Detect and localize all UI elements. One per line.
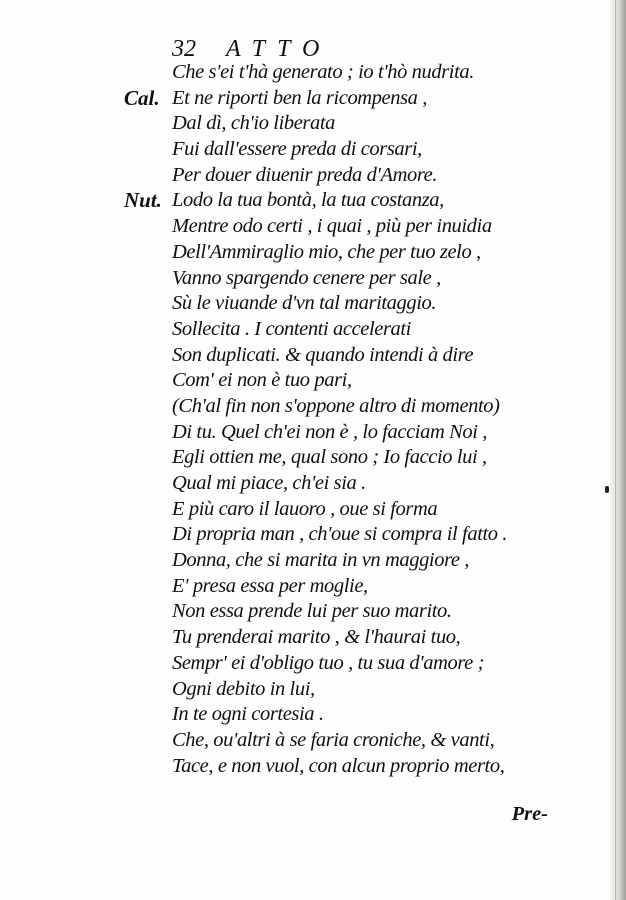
verse-line	[0, 522, 600, 548]
verse-text: Vanno spargendo cenere per sale ,	[172, 266, 441, 289]
verse-line	[0, 574, 600, 600]
speaker-label: Cal.	[124, 85, 160, 110]
verse-text: Tace, e non vuol, con alcun proprio merto,	[172, 754, 505, 777]
verse-line	[0, 240, 600, 266]
verse-line	[0, 343, 600, 369]
verse-line	[0, 137, 600, 163]
verse-line	[0, 420, 600, 446]
verse-text: Dell'Ammiraglio mio, che per tuo zelo ,	[172, 240, 481, 263]
verse-text: E' presa essa per moglie,	[172, 574, 368, 597]
verse-text: (Ch'al fin non s'oppone altro di momento)	[172, 394, 500, 417]
verse-line	[0, 163, 600, 189]
verse-line	[0, 60, 600, 86]
verse-text: Donna, che si marita in vn maggiore ,	[172, 549, 470, 572]
verse-text: Non essa prende lui per suo marito.	[172, 600, 452, 623]
verse-text: Che s'ei t'hà generato ; io t'hò nudrita.	[172, 61, 474, 83]
verse-text: Di tu. Quel ch'ei non è , lo facciam Noi ,	[172, 420, 487, 443]
verse-line	[0, 394, 600, 420]
verse-text: Sempr' ei d'obligo tuo , tu sua d'amore ;	[172, 651, 485, 674]
verse-text: Son duplicati. & quando intendi à dire	[172, 343, 474, 366]
verse-text: Et ne riporti ben la ricompensa ,	[172, 86, 427, 109]
verse-line	[0, 702, 600, 728]
verse-line	[0, 625, 600, 651]
verse-line	[0, 317, 600, 343]
verse-text: Ogni debito in lui,	[172, 677, 315, 700]
verse-line	[0, 445, 600, 471]
verse-line	[0, 677, 600, 703]
verse-text: Lodo la tua bontà, la tua costanza,	[172, 189, 444, 212]
verse-line	[0, 651, 600, 677]
verse-line	[0, 188, 600, 214]
verse-line	[0, 266, 600, 292]
verse-line	[0, 471, 600, 497]
verse-text: Qual mi piace, ch'ei sia .	[172, 472, 366, 494]
verse-line	[0, 86, 600, 112]
verse-text: In te ogni cortesia .	[172, 703, 324, 726]
verse-text: Dal dì, ch'io liberata	[172, 112, 335, 135]
page-binding-edge	[610, 0, 626, 900]
verse-text: Sollecita . I contenti accelerati	[172, 317, 411, 340]
verse-text: Che, ou'altri à se faria croniche, & vanti,	[172, 728, 495, 751]
verse-line	[0, 214, 600, 240]
page-number: 32	[172, 36, 196, 62]
verse-text: Com' ei non è tuo pari,	[172, 369, 352, 392]
running-head: ATTO	[226, 36, 332, 62]
verse-text: Tu prenderai marito , & l'haurai tuo,	[172, 626, 461, 649]
verse-line	[0, 548, 600, 574]
verse-line	[0, 497, 600, 523]
verse-line	[0, 728, 600, 754]
verse-block	[0, 60, 600, 779]
catchword: Pre-	[511, 803, 548, 825]
verse-text: E più caro il lauoro , oue si forma	[172, 497, 438, 520]
verse-text: Mentre odo certi , i quai , più per inuidia	[172, 215, 492, 238]
verse-text: Sù le viuande d'vn tal maritaggio.	[172, 292, 437, 315]
ink-blot	[605, 486, 609, 493]
verse-line	[0, 291, 600, 317]
verse-line	[0, 754, 600, 780]
page-edge-line	[615, 0, 616, 900]
verse-line	[0, 599, 600, 625]
speaker-label: Nut.	[124, 188, 162, 213]
verse-text: Per douer diuenir preda d'Amore.	[172, 163, 438, 186]
verse-line	[0, 368, 600, 394]
verse-line	[0, 111, 600, 137]
verse-text: Fui dall'essere preda di corsari,	[172, 138, 422, 161]
verse-text: Egli ottien me, qual sono ; Io faccio lui ,	[172, 446, 487, 469]
verse-text: Di propria man , ch'oue si compra il fatto .	[172, 523, 508, 546]
